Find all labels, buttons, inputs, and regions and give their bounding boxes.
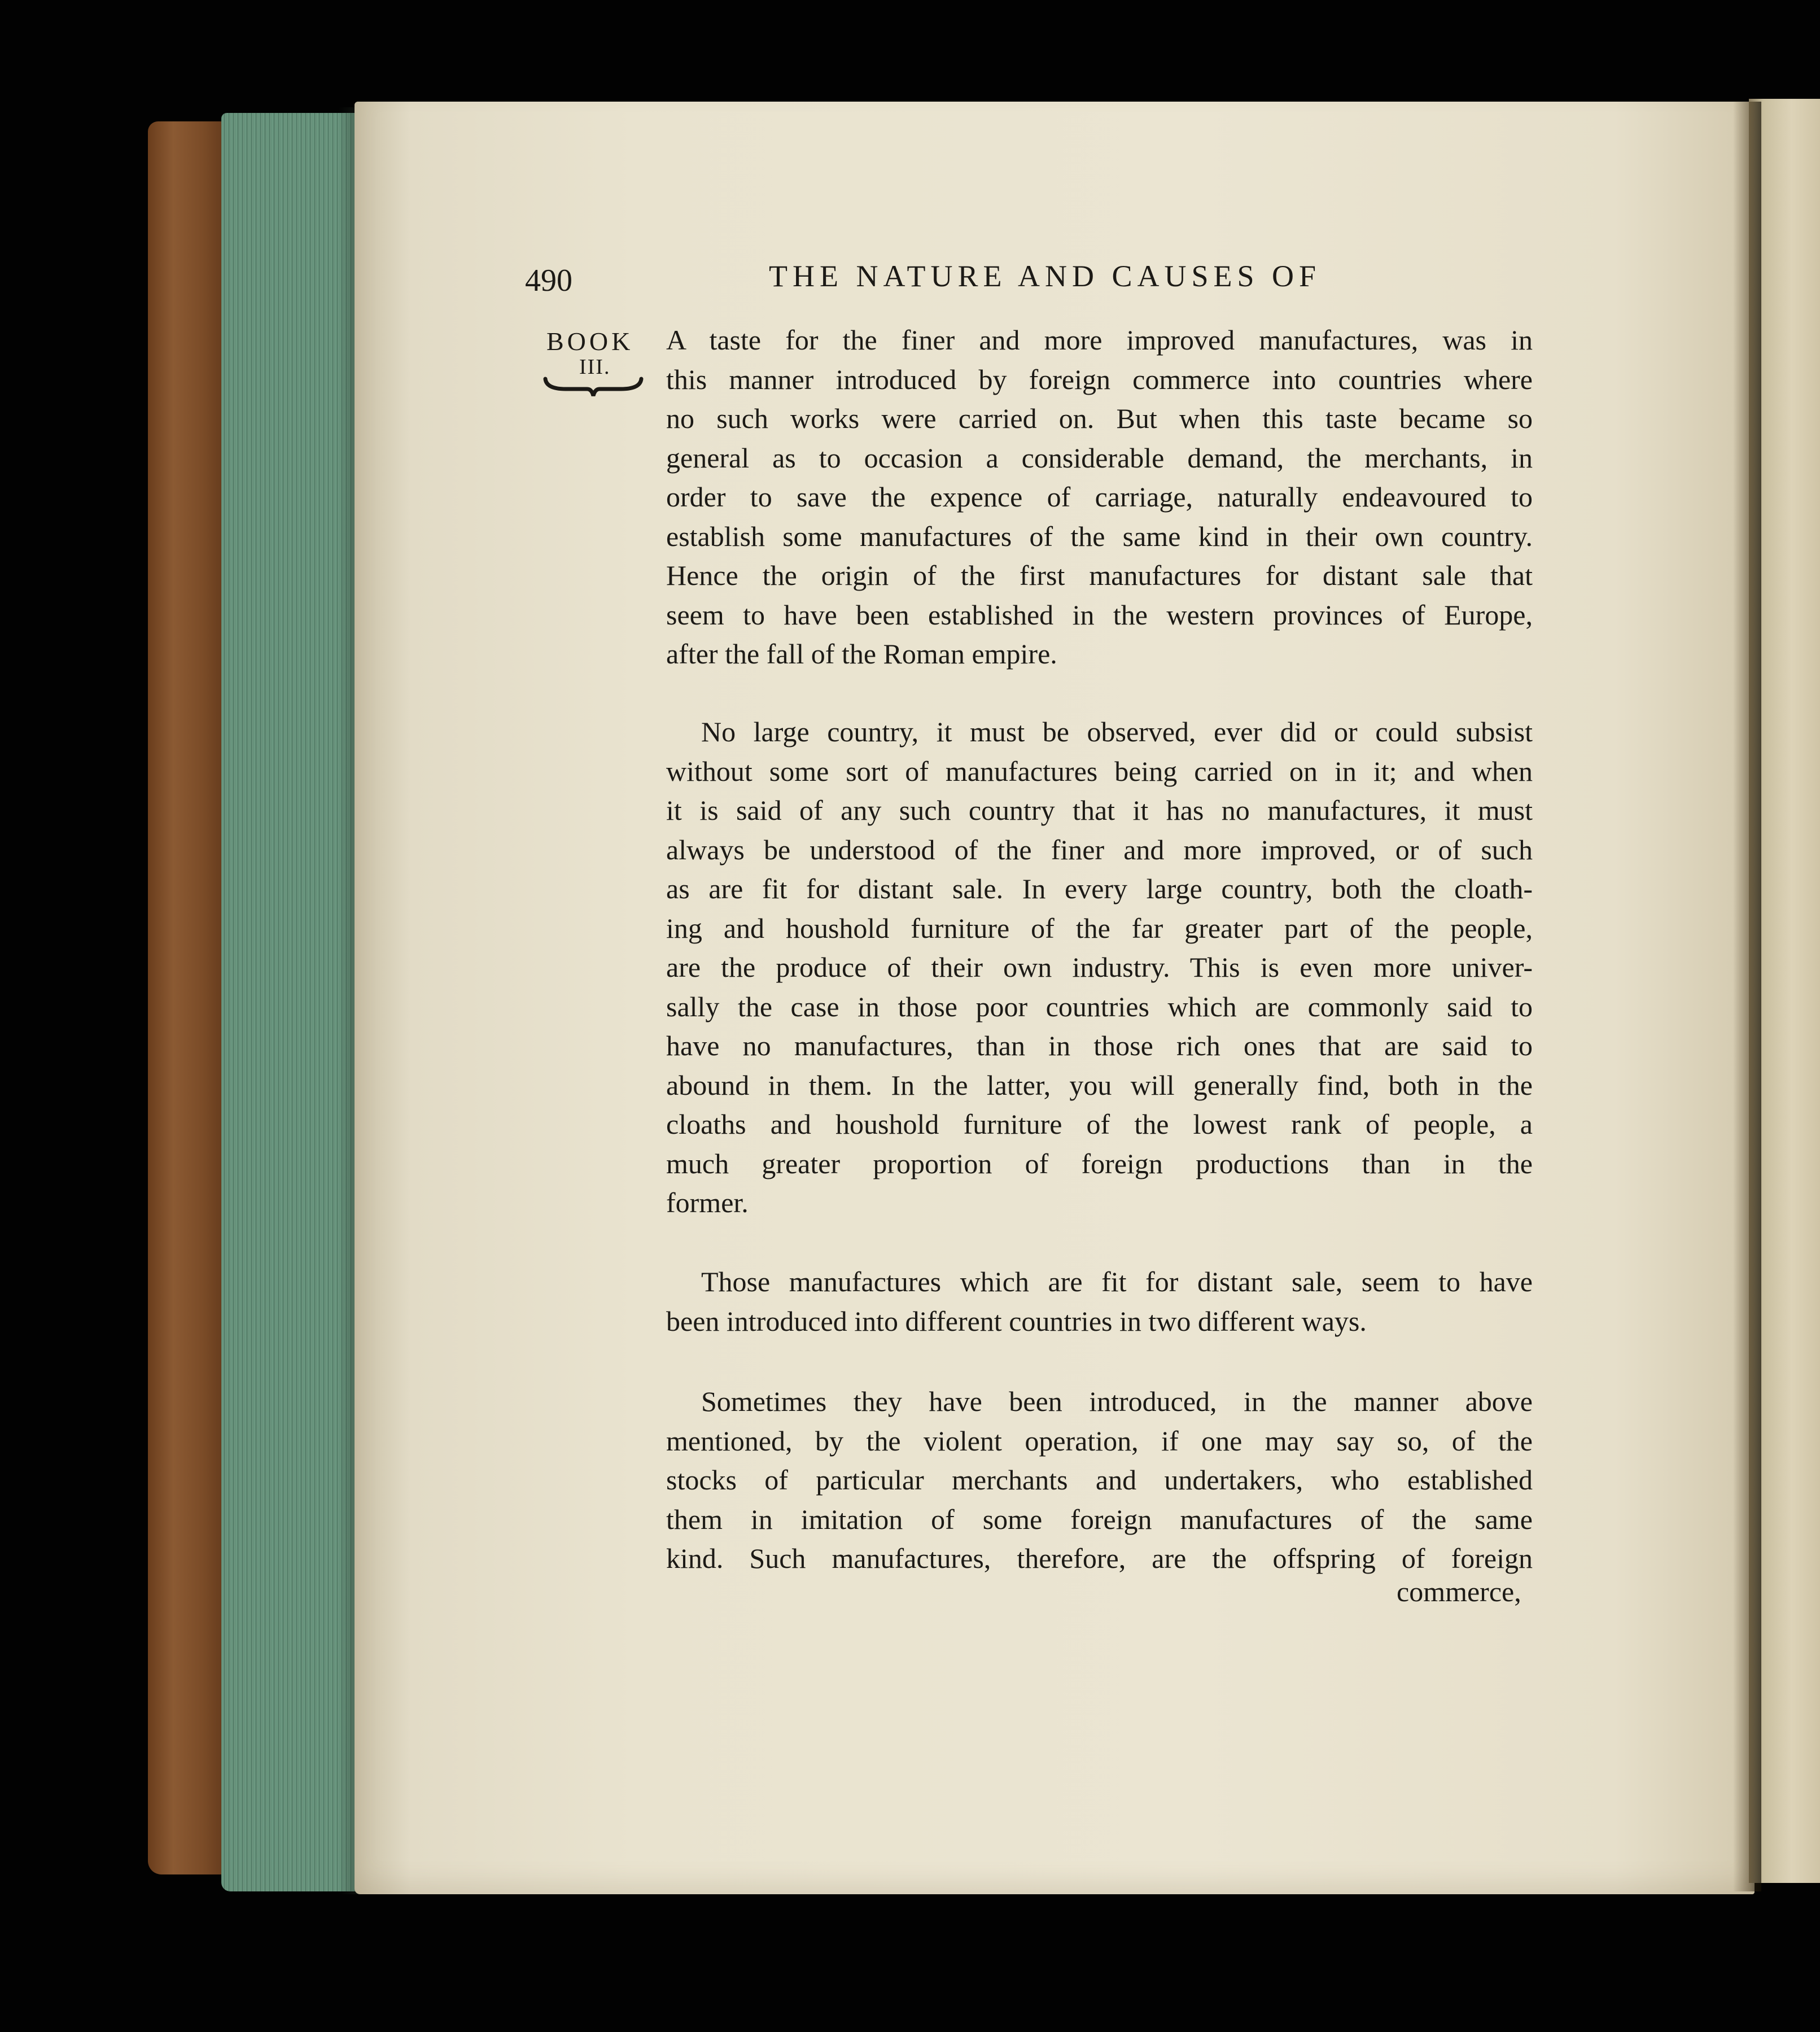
paragraph-2 bbox=[666, 713, 1533, 1223]
text-line: general as to occasion a considerable demand, the merchants, in bbox=[666, 442, 1533, 474]
text-line: been introduced into different countries in two different ways. bbox=[666, 1305, 1367, 1337]
text-line: mentioned, by the violent operation, if one may say so, of the bbox=[666, 1424, 1533, 1457]
margin-book-number: III. bbox=[579, 355, 611, 379]
text-line: this manner introduced by foreign commerce into countries where bbox=[666, 363, 1533, 395]
margin-book-label: BOOK bbox=[546, 327, 634, 356]
text-line: abound in them. In the latter, you will generally find, both in the bbox=[666, 1069, 1533, 1101]
text-line: always be understood of the finer and more improved, or of such bbox=[666, 833, 1533, 866]
catchword: commerce, bbox=[1397, 1576, 1521, 1607]
paragraph-4 bbox=[666, 1382, 1533, 1579]
text-line: after the fall of the Roman empire. bbox=[666, 638, 1057, 670]
text-line: No large country, it must be observed, ever did or could subsist bbox=[701, 716, 1533, 748]
paragraph-1 bbox=[666, 321, 1533, 674]
text-line: order to save the expence of carriage, naturally endeavoured to bbox=[666, 481, 1533, 513]
page-number: 490 bbox=[525, 263, 572, 298]
text-line: stocks of particular merchants and undertakers, who established bbox=[666, 1464, 1533, 1496]
text-line: Sometimes they have been introduced, in the manner above bbox=[701, 1386, 1533, 1417]
text-line: no such works were carried on. But when this taste became so bbox=[666, 403, 1533, 434]
text-line: them in imitation of some foreign manufactures of the same bbox=[666, 1503, 1533, 1535]
margin-brace-icon bbox=[543, 375, 644, 398]
running-head: THE NATURE AND CAUSES OF bbox=[769, 259, 1322, 293]
text-line: establish some manufactures of the same kind in their own country. bbox=[666, 520, 1533, 552]
text-line: without some sort of manufactures being carried on in it; and when bbox=[666, 755, 1533, 787]
text-line: ing and houshold furniture of the far greater part of the people, bbox=[666, 912, 1533, 944]
text-line: A taste for the finer and more improved manufactures, was in bbox=[666, 324, 1533, 356]
text-line: kind. Such manufactures, therefore, are the offspring of foreign bbox=[666, 1542, 1533, 1574]
text-line: seem to have been established in the western provinces of Europe, bbox=[666, 598, 1533, 631]
text-line: much greater proportion of foreign productions than in the bbox=[666, 1147, 1533, 1179]
text-line: are the produce of their own industry. This is even more univer- bbox=[666, 951, 1533, 983]
text-line: cloaths and houshold furniture of the lowest rank of people, a bbox=[666, 1108, 1533, 1140]
text-line: former. bbox=[666, 1187, 749, 1218]
text-line: sally the case in those poor countries which are commonly said to bbox=[666, 990, 1533, 1022]
text-line: have no manufactures, than in those rich ones that are said to bbox=[666, 1030, 1533, 1061]
gutter-shadow bbox=[1733, 102, 1761, 1891]
paragraph-3 bbox=[666, 1262, 1533, 1341]
text-line: Those manufactures which are fit for distant sale, seem to have bbox=[701, 1266, 1533, 1297]
text-line: as are fit for distant sale. In every large country, both the cloath- bbox=[666, 873, 1533, 904]
text-line: it is said of any such country that it has no manufactures, it must bbox=[666, 794, 1533, 826]
text-line: Hence the origin of the first manufactures for distant sale that bbox=[666, 560, 1533, 591]
